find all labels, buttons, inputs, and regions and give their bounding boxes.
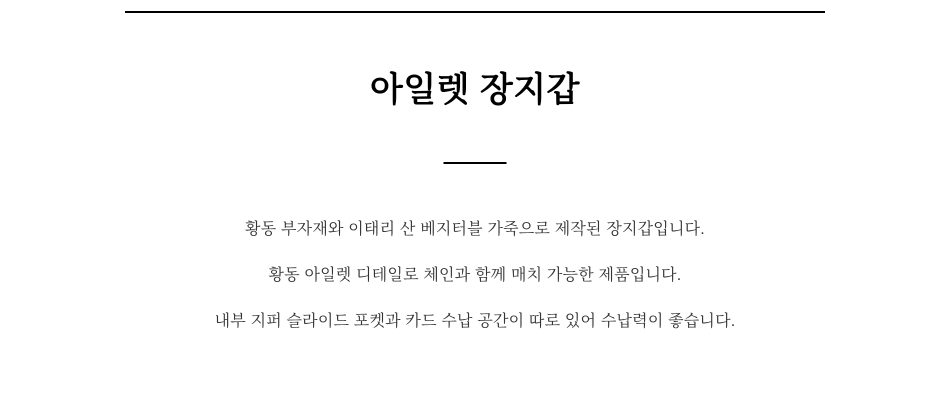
- product-description: [0, 207, 950, 345]
- description-line-3: 내부 지퍼 슬라이드 포켓과 카드 수납 공간이 따로 있어 수납력이 좋습니다.: [214, 313, 736, 330]
- product-title: 아일렛 장지갑: [369, 71, 580, 109]
- title-divider-rule: [444, 162, 507, 164]
- description-line-2: 황동 아일렛 디테일로 체인과 함께 매치 가능한 제품입니다.: [268, 267, 682, 284]
- top-divider-rule: [125, 11, 825, 13]
- description-line-1: 황동 부자재와 이태리 산 베지터블 가죽으로 제작된 장지갑입니다.: [245, 221, 705, 238]
